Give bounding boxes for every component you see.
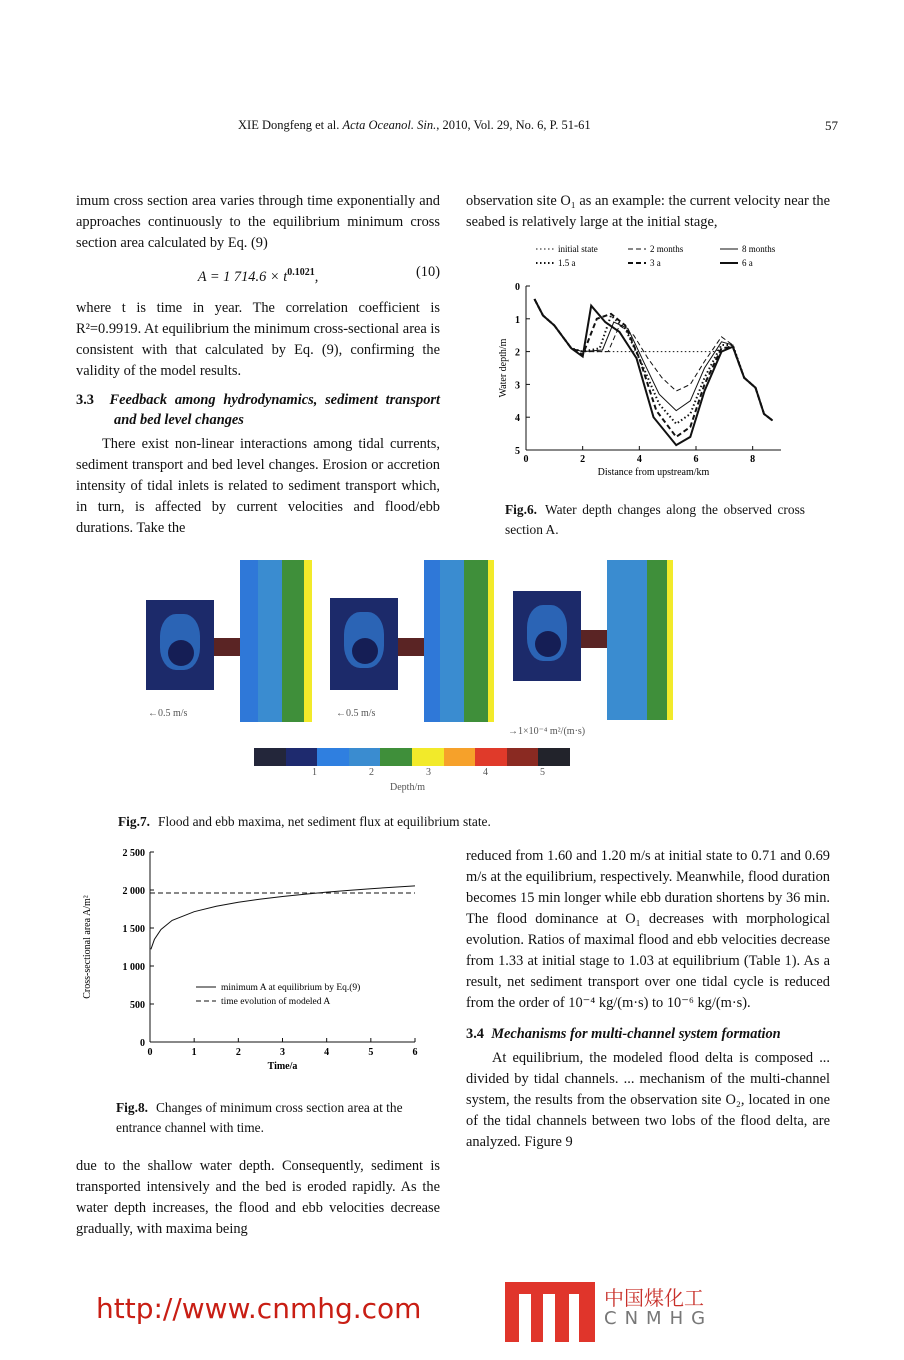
colorbar-tick-label: 2 xyxy=(369,767,374,778)
fig7-colorbar-title: Depth/m xyxy=(390,782,425,793)
paragraph: observation site O₁ as an example: the current velocity near the seabed is relatively large at the initial stage, xyxy=(466,193,830,230)
colorbar-segment xyxy=(349,748,381,766)
colorbar-tick-label: 1 xyxy=(312,767,317,778)
legend-label: 8 months xyxy=(742,244,776,254)
y-axis-label: Water depth/m xyxy=(498,338,509,398)
y-tick-label: 0 xyxy=(515,282,520,293)
fig7-caption-text: Flood and ebb maxima, net sediment flux at equilibrium state. xyxy=(158,814,491,829)
legend-label: 2 months xyxy=(650,244,684,254)
series-line-minimum-A-at-equilibrium-by-Eq-9- xyxy=(151,886,415,949)
watermark-url: http://www.cnmhg.com xyxy=(96,1292,422,1325)
fig7-panel2-label: ←0.5 m/s xyxy=(336,708,376,719)
y-tick-label: 5 xyxy=(515,446,520,457)
x-tick-label: 3 xyxy=(280,1047,285,1058)
colorbar-segment xyxy=(317,748,349,766)
y-tick-label: 1 xyxy=(515,314,520,326)
colorbar-segment xyxy=(538,748,570,766)
fig7-panel1-sea xyxy=(240,560,312,722)
section-heading-3-4 xyxy=(466,1024,830,1044)
colorbar-segment xyxy=(444,748,476,766)
x-axis-label: Time/a xyxy=(267,1061,298,1072)
page-number: 57 xyxy=(825,118,838,133)
y-tick-label: 3 xyxy=(515,380,520,392)
fig8-caption xyxy=(116,1098,416,1138)
fig6-label: Fig.6. xyxy=(505,502,537,517)
fig6-chart xyxy=(496,240,816,490)
left-column-bottom xyxy=(76,1156,440,1240)
fig7-panel1-basin xyxy=(146,600,214,690)
fig7-panel3-inlet xyxy=(581,630,607,648)
fig7-caption xyxy=(118,812,678,832)
legend-label: 3 a xyxy=(650,258,661,268)
running-header xyxy=(238,118,838,133)
fig7-panel1-label: ←0.5 m/s xyxy=(148,708,188,719)
equation-tail: , xyxy=(314,268,319,285)
colorbar-segment xyxy=(254,748,286,766)
x-tick-label: 1 xyxy=(191,1047,197,1058)
paragraph: At equilibrium, the modeled flood delta is composed ... divided by tidal channels. ... mechanism of the multi-channel system, the results from the observation site O₂, located in one of the tidal channels between two lobs of the flood delta, are analyzed. Figure 9 xyxy=(466,1050,830,1150)
legend-label: 6 a xyxy=(742,258,753,268)
y-axis-label: Cross-sectional area A/m² xyxy=(82,895,93,999)
watermark-cn-text: 中国煤化工 xyxy=(604,1286,704,1310)
watermark-logo-icon xyxy=(505,1282,595,1342)
x-tick-label: 0 xyxy=(147,1047,153,1058)
y-tick-label: 2 500 xyxy=(122,848,145,859)
equation-10 xyxy=(76,262,440,288)
x-tick-label: 4 xyxy=(324,1047,330,1058)
x-axis-label: Distance from upstream/km xyxy=(597,467,710,478)
series-line-6-a xyxy=(535,299,773,445)
x-tick-label: 2 xyxy=(580,454,586,465)
fig7-label: Fig.7. xyxy=(118,814,150,829)
left-column-top xyxy=(76,191,440,539)
fig7-panel2-basin xyxy=(330,598,398,690)
y-tick-label: 0 xyxy=(140,1038,145,1049)
colorbar-tick-label: 4 xyxy=(483,767,488,778)
right-column-top xyxy=(466,191,830,233)
fig7-panel2-sea xyxy=(424,560,494,722)
section-title: Mechanisms for multi-channel system formation xyxy=(491,1026,781,1042)
colorbar-segment xyxy=(380,748,412,766)
y-tick-label: 1 500 xyxy=(122,924,145,935)
section-title: Feedback among hydrodynamics, sediment transport and bed level changes xyxy=(109,391,440,428)
x-tick-label: 0 xyxy=(523,454,529,465)
x-tick-label: 5 xyxy=(368,1047,374,1058)
fig7-panel3-sea xyxy=(607,560,673,720)
fig7-panel2-inlet xyxy=(398,638,424,656)
series-line-1.5-a xyxy=(535,299,773,424)
x-tick-label: 8 xyxy=(750,454,756,465)
colorbar-tick-label: 3 xyxy=(426,767,431,778)
equation-number: (10) xyxy=(416,264,440,280)
x-tick-label: 6 xyxy=(693,454,699,465)
colorbar-segment xyxy=(412,748,444,766)
paragraph: imum cross section area varies through time exponentially and approaches continuously to the equilibrium minimum cross section area calculated by Eq. (9) xyxy=(76,193,440,251)
legend-label: time evolution of modeled A xyxy=(221,997,331,1007)
header-journal: Acta Oceanol. Sin. xyxy=(342,118,437,132)
y-tick-label: 2 xyxy=(515,347,520,359)
x-tick-label: 2 xyxy=(235,1047,241,1058)
fig7-panel3-label: →1×10⁻⁴ m²/(m·s) xyxy=(508,726,586,737)
colorbar-segment xyxy=(507,748,539,766)
colorbar-segment xyxy=(475,748,507,766)
fig8-label: Fig.8. xyxy=(116,1100,148,1115)
legend-label: 1.5 a xyxy=(558,258,576,268)
paragraph: where t is time in year. The correlation coefficient is R²=0.9919. At equilibrium the minimum cross-sectional area is consistent with that calculated by Eq. (9), confirming the validity of the model results. xyxy=(76,299,440,379)
fig7-colorbar xyxy=(254,748,570,766)
section-number: 3.4 xyxy=(466,1026,484,1042)
paragraph: reduced from 1.60 and 1.20 m/s at initial state to 0.71 and 0.69 m/s at the equilibrium, respectively. Meanwhile, flood duration becomes 15 min longer while ebb duration shortens by 36 min. The flood dominance at O₁ decreases with morphological evolution. Ratios of maximal flood and ebb velocities decrease from 1.33 at initial stage to 1.03 at equilibrium (Table 1). As a result, net sediment transport over one tidal cycle is reduced from the order of 10⁻⁴ kg/(m·s) to 10⁻⁶ kg/(m·s). xyxy=(466,848,830,1011)
fig8-chart xyxy=(76,840,446,1085)
colorbar-segment xyxy=(286,748,318,766)
colorbar-tick-label: 5 xyxy=(540,767,545,778)
fig7-colorbar-ticks xyxy=(254,767,570,780)
fig7-panel3-basin xyxy=(513,591,581,681)
fig7-figure xyxy=(140,560,740,805)
equation-body: A = 1 714.6 × t xyxy=(197,268,288,285)
right-column-bottom xyxy=(466,846,830,1153)
y-tick-label: 1 000 xyxy=(122,962,145,973)
x-tick-label: 4 xyxy=(636,454,642,465)
paragraph: There exist non-linear interactions among tidal currents, sediment transport and bed level changes. Erosion or accretion intensity of tidal inlets is related to sediment transport which, in turn, is affected by current velocities and flood/ebb durations. Take the xyxy=(76,435,440,536)
section-heading-3-3 xyxy=(76,390,440,430)
header-citation: , 2010, Vol. 29, No. 6, P. 51-61 xyxy=(436,118,591,132)
paragraph: due to the shallow water depth. Consequently, sediment is transported intensively and the bed is eroded rapidly. As the water depth increases, the flood and ebb velocities decrease gradually, with maxima being xyxy=(76,1158,440,1237)
header-authors: XIE Dongfeng et al. xyxy=(238,118,340,132)
section-number: 3.3 xyxy=(76,391,94,408)
fig6-caption-text: Water depth changes along the observed cross section A. xyxy=(505,502,805,537)
watermark-en-text: CNMHG xyxy=(604,1308,714,1329)
fig6-caption xyxy=(505,500,805,540)
fig7-panel1-inlet xyxy=(214,638,240,656)
legend-label: minimum A at equilibrium by Eq.(9) xyxy=(221,983,361,993)
fig8-caption-text: Changes of minimum cross section area at the entrance channel with time. xyxy=(116,1100,403,1135)
x-tick-label: 6 xyxy=(412,1047,418,1058)
equation-exponent: 0.1021 xyxy=(287,267,315,278)
legend-label: initial state xyxy=(558,244,598,254)
y-tick-label: 2 000 xyxy=(122,886,145,897)
y-tick-label: 500 xyxy=(130,1000,145,1011)
y-tick-label: 4 xyxy=(515,413,520,425)
